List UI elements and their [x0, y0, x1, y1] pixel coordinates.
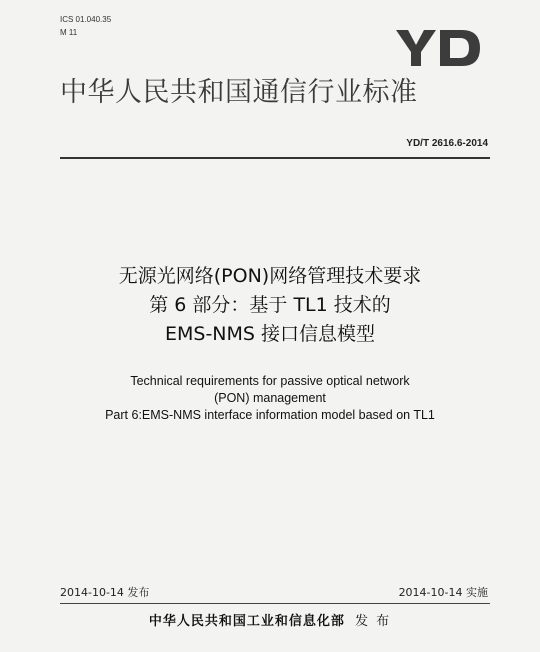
cn-title-line-3: EMS-NMS 接口信息模型: [164, 323, 376, 345]
ics-code: ICS 01.040.35: [60, 15, 112, 24]
en-title-line-2: (PON) management: [214, 391, 326, 405]
standard-category-title: 中华人民共和国通信行业标准: [60, 77, 418, 108]
chinese-document-title: [40, 262, 500, 349]
yd-logo: [396, 28, 482, 68]
publisher-line: [0, 610, 540, 629]
publisher-suffix: 发 布: [354, 614, 392, 629]
en-title-line-3: Part 6:EMS-NMS interface information model based on TL1: [105, 408, 435, 422]
yd-logo-icon: [396, 28, 482, 68]
cn-title-line-1: 无源光网络(PON)网络管理技术要求: [118, 265, 422, 287]
standard-number: YD/T 2616.6-2014: [406, 138, 488, 149]
en-title-line-1: Technical requirements for passive optical network: [130, 374, 410, 388]
category-code: M 11: [60, 28, 78, 37]
english-document-title: [30, 373, 510, 424]
cn-title-line-2: 第 6 部分：基于 TL1 技术的: [149, 294, 391, 316]
top-divider: [60, 157, 490, 159]
publisher-name: 中华人民共和国工业和信息化部: [148, 614, 345, 629]
issue-date: 2014-10-14 发布: [60, 586, 150, 599]
bottom-divider: [60, 603, 490, 604]
implementation-date: 2014-10-14 实施: [398, 586, 488, 599]
